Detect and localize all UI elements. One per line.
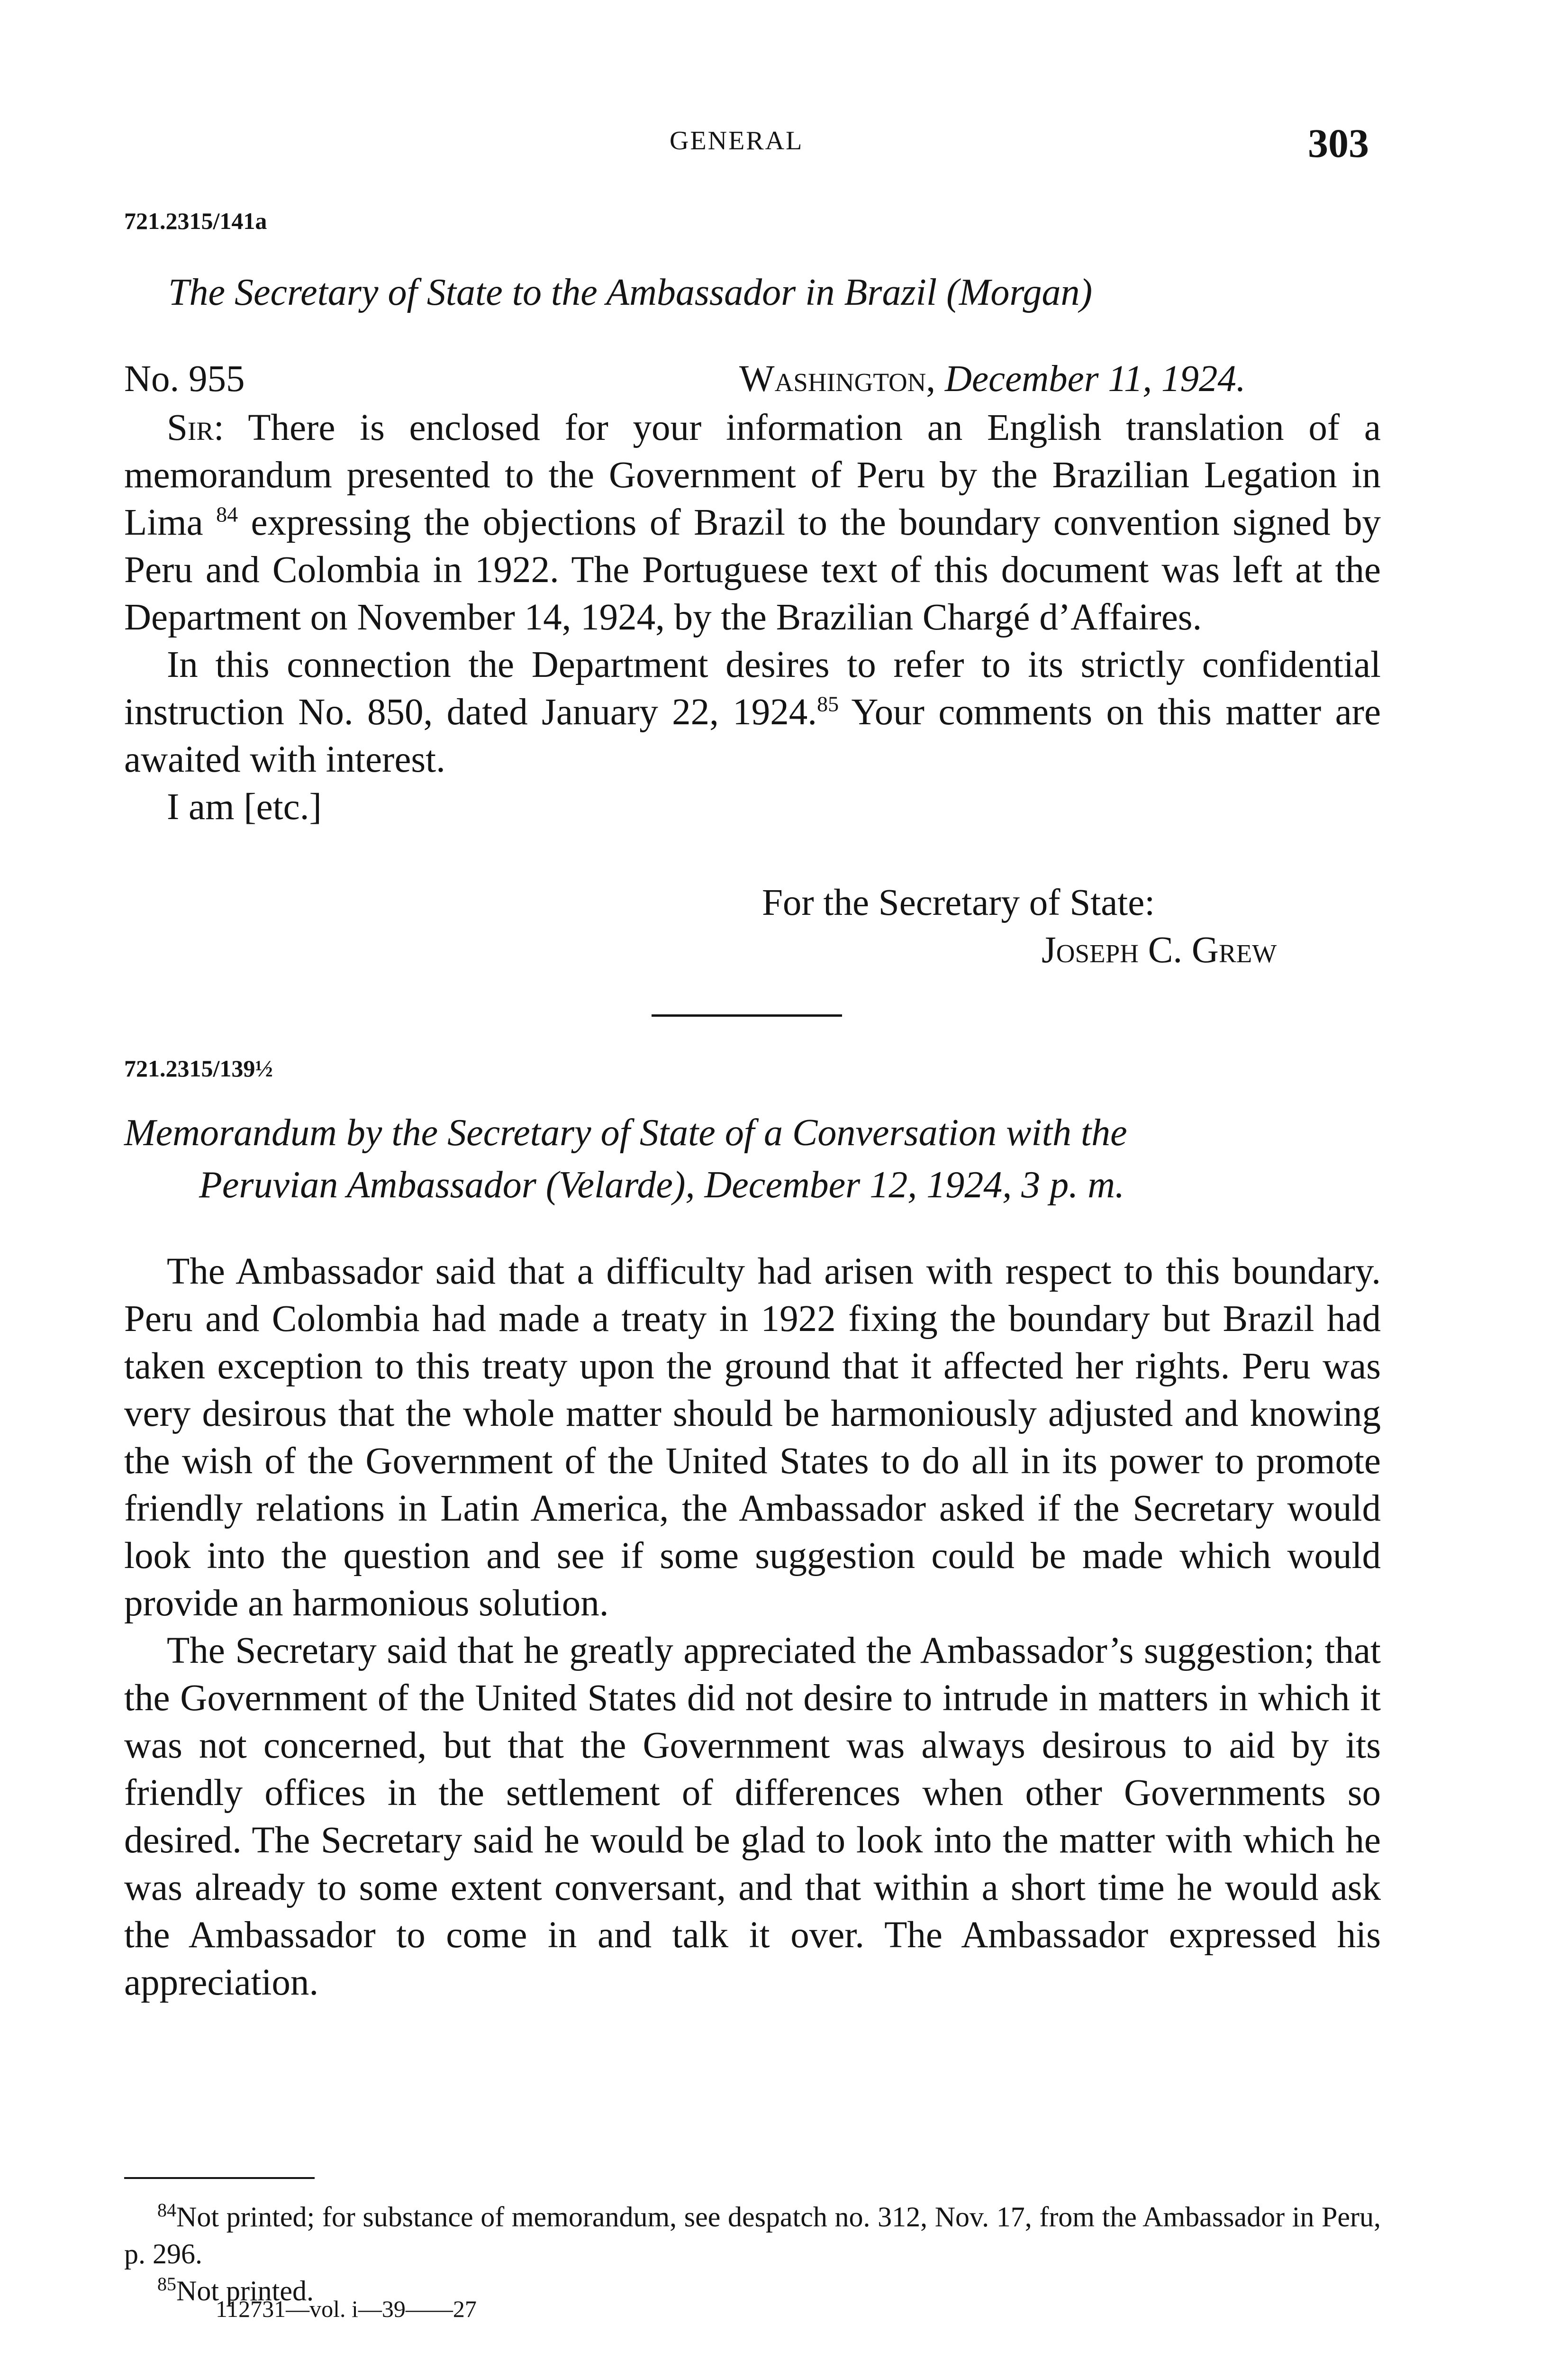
footnotes — [124, 2198, 1381, 2309]
letter-body — [124, 404, 1381, 831]
paragraph: In this connection the Department desires to refer to its strictly confidential instruction No. 850, dated January 22, 1924.85 Your comments on this matter are awaited with interest. — [124, 644, 1381, 780]
paragraph: The Ambassador said that a difficulty had arisen with respect to this boundary. Peru and Colombia had made a treaty in 1922 fixing the boundary but Brazil had taken exception to this treaty upon the ground that it affected her rights. Peru was very desirous that the whole matter should be harmoniously adjusted and knowing the wish of the Government of the United States to do all in its power to promote friendly relations in Latin America, the Ambassador asked if the Secretary would look into the question and see if some suggestion could be made which would provide an harmonious solution. — [124, 1251, 1381, 1624]
footnote-divider — [124, 2177, 315, 2179]
signature-name: Joseph C. Grew — [1042, 930, 1277, 971]
despatch-number: No. 955 — [124, 358, 245, 400]
closing: I am [etc.] — [167, 786, 322, 828]
footnote-85: $^{85}$Not printed. — [157, 2273, 314, 2306]
footnote-ref: 84 — [216, 502, 238, 527]
memorandum-body — [124, 1248, 1381, 2006]
dateline — [739, 356, 1246, 403]
page-number: 303 — [1308, 120, 1369, 166]
dateline-date: December 11, 1924. — [944, 358, 1246, 400]
print-code: 112731—vol. i—39——27 — [216, 2296, 477, 2322]
file-reference: 721.2315/139½ — [124, 1055, 273, 1082]
section-divider — [652, 1014, 842, 1017]
memorandum-title-line2: Peruvian Ambassador (Velarde), December 12, 1924, 3 p. m. — [199, 1164, 1125, 1206]
paragraph: The Secretary said that he greatly appreciated the Ambassador’s suggestion; that the Government of the United States did not desire to intrude in matters in which it was not concerned, but that the Government was always desirous to aid by its friendly offices in the settlement of differences when other Governments so desired. The Secretary said he would be glad to look into the matter with which he was already to some extent conversant, and that within a short time he would ask the Ambassador to come in and talk it over. The Ambassador expressed his appreciation. — [124, 1630, 1381, 2003]
file-reference: 721.2315/141a — [124, 208, 267, 234]
running-head: GENERAL — [670, 126, 804, 155]
salutation: Sir: — [167, 407, 224, 448]
memorandum-title-line1: Memorandum by the Secretary of State of a Conversation with the — [124, 1112, 1127, 1154]
signature-line: For the Secretary of State: — [762, 882, 1155, 923]
footnote-ref: 85 — [817, 692, 839, 716]
footnote-84: $^{84}$Not printed; for substance of memorandum, see despatch no. 312, Nov. 17, from the Ambassador in Peru, p. 296. — [124, 2199, 1381, 2270]
paragraph: Sir: There is enclosed for your information an English translation of a memorandum presented to the Government of Peru by the Brazilian Legation in Lima $^{84}$ expressing the objections of Brazil to the boundary convention signed by Peru and Colombia in 1922. The Portuguese text of this document was left at the Department on November 14, 1924, by the Brazilian Chargé d’Affaires. — [124, 407, 1381, 638]
document-title: The Secretary of State to the Ambassador in Brazil (Morgan) — [168, 272, 1093, 313]
dateline-place: Washington, — [739, 358, 936, 400]
